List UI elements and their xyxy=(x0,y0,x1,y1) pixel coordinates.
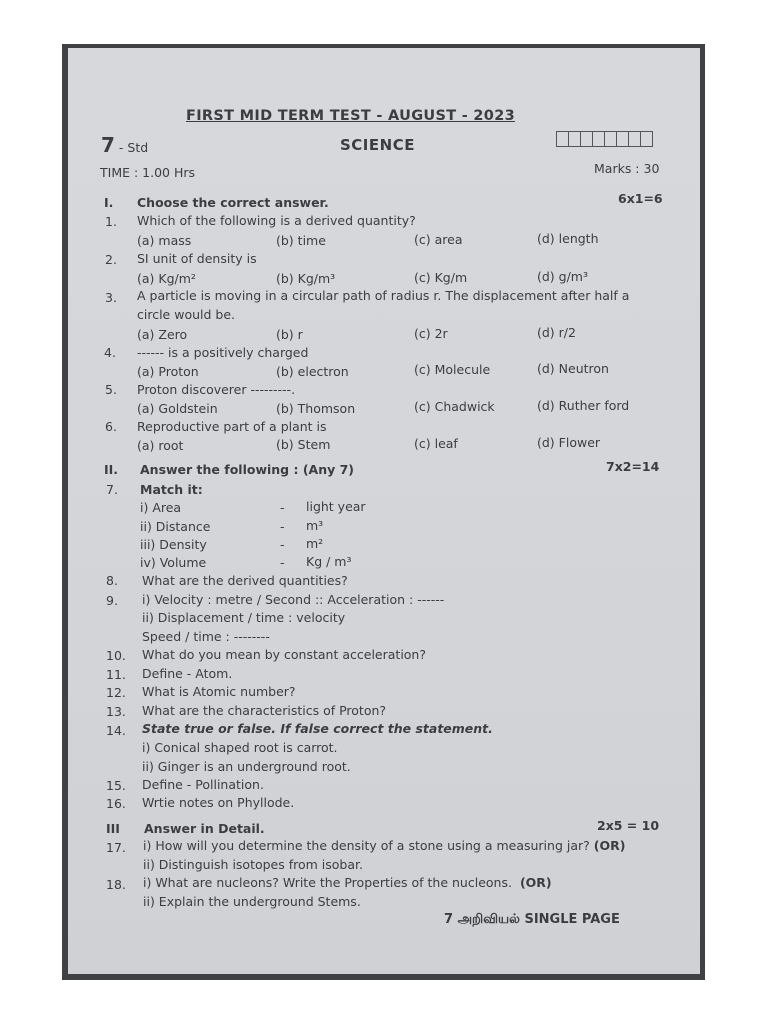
question-text: Reproductive part of a plant is xyxy=(137,419,327,434)
exam-title: FIRST MID TERM TEST - AUGUST - 2023 xyxy=(186,108,515,124)
question-line xyxy=(143,838,625,853)
section-number: II. xyxy=(104,462,119,477)
question-number: 3. xyxy=(105,290,117,305)
question-text: i) What are nucleons? Write the Properties of the nucleons. xyxy=(143,875,512,890)
section-number: I. xyxy=(104,195,114,210)
question-text: i) How will you determine the density of a stone using a measuring jar? xyxy=(143,838,590,853)
option: (b) time xyxy=(276,233,326,248)
question-line: Speed / time : -------- xyxy=(142,629,270,644)
question-text: Proton discoverer ---------. xyxy=(137,382,296,397)
option: (b) Thomson xyxy=(276,401,356,416)
match-dash: - xyxy=(280,500,285,515)
question-line: ii) Distinguish isotopes from isobar. xyxy=(143,857,363,872)
question-text: What are the derived quantities? xyxy=(142,573,348,588)
match-dash: - xyxy=(280,537,285,552)
question-text: ------ is a positively charged xyxy=(137,345,309,360)
option: (c) Kg/m xyxy=(414,270,468,285)
question-text: What do you mean by constant acceleration? xyxy=(142,647,426,662)
option: (a) Proton xyxy=(137,364,199,379)
register-number-boxes xyxy=(557,131,653,147)
question-text: Define - Atom. xyxy=(142,666,233,681)
marks-label: Marks : 30 xyxy=(594,161,660,176)
option: (d) Ruther ford xyxy=(537,398,630,413)
question-number: 4. xyxy=(104,345,116,360)
option: (a) Goldstein xyxy=(137,401,218,416)
match-left: i) Area xyxy=(140,500,182,515)
footer-label: 7 அறிவியல் SINGLE PAGE xyxy=(444,912,620,927)
question-number: 15. xyxy=(106,778,126,793)
question-number: 17. xyxy=(106,840,126,855)
or-label: (OR) xyxy=(519,875,552,890)
section-heading: Answer in Detail. xyxy=(144,821,265,836)
option: (c) leaf xyxy=(414,436,458,451)
question-text: State true or false. If false correct the statement. xyxy=(142,721,493,736)
match-right: m² xyxy=(306,536,324,551)
option: (b) Stem xyxy=(276,437,331,452)
question-line: ii) Ginger is an underground root. xyxy=(142,759,351,774)
question-line xyxy=(143,875,552,890)
question-text: What are the characteristics of Proton? xyxy=(142,703,387,718)
match-right: Kg / m³ xyxy=(306,554,352,569)
option: (b) electron xyxy=(276,364,349,379)
question-number: 16. xyxy=(106,796,126,811)
option: (a) root xyxy=(137,438,184,453)
question-number: 10. xyxy=(106,648,126,663)
question-number: 13. xyxy=(106,704,126,719)
std-label: - Std xyxy=(118,140,149,155)
option: (a) Zero xyxy=(137,327,188,342)
question-line: ii) Displacement / time : velocity xyxy=(142,610,346,625)
question-text: Which of the following is a derived quantity? xyxy=(137,213,416,228)
standard xyxy=(101,133,148,157)
option: (c) Molecule xyxy=(414,362,491,377)
match-right: m³ xyxy=(306,518,324,533)
question-text: Define - Pollination. xyxy=(142,777,264,792)
section-heading: Choose the correct answer. xyxy=(137,195,329,210)
match-dash: - xyxy=(280,519,285,534)
option: (c) Chadwick xyxy=(414,399,495,414)
question-number: 6. xyxy=(105,419,117,434)
match-left: ii) Distance xyxy=(140,519,211,534)
question-number: 5. xyxy=(105,382,117,397)
option: (b) Kg/m³ xyxy=(276,271,336,286)
option: (b) r xyxy=(276,327,303,342)
section-marks: 7x2=14 xyxy=(606,459,660,474)
question-number: 12. xyxy=(106,685,126,700)
match-right: light year xyxy=(306,499,366,514)
option: (c) 2r xyxy=(414,326,448,341)
subject-title: SCIENCE xyxy=(340,136,415,154)
std-number: 7 xyxy=(101,133,115,157)
question-text: Match it: xyxy=(140,482,203,497)
section-marks: 6x1=6 xyxy=(618,191,663,206)
question-text-continued: circle would be. xyxy=(137,307,235,322)
exam-paper xyxy=(68,48,700,974)
section-number: III xyxy=(106,821,120,836)
question-text: What is Atomic number? xyxy=(142,684,296,699)
option: (d) g/m³ xyxy=(537,269,588,284)
question-text: Wrtie notes on Phyllode. xyxy=(142,795,295,810)
option: (d) Neutron xyxy=(537,361,609,376)
match-dash: - xyxy=(280,555,285,570)
question-number: 11. xyxy=(106,667,126,682)
question-number: 18. xyxy=(106,877,126,892)
question-text: SI unit of density is xyxy=(137,251,257,266)
option: (a) mass xyxy=(137,233,192,248)
time-label: TIME : 1.00 Hrs xyxy=(100,165,196,180)
question-line: i) Velocity : metre / Second :: Acceleration : ------ xyxy=(142,592,445,607)
question-line: i) Conical shaped root is carrot. xyxy=(142,740,338,755)
option: (d) Flower xyxy=(537,435,601,450)
question-number: 14. xyxy=(106,723,126,738)
section-marks: 2x5 = 10 xyxy=(597,818,660,833)
option: (d) length xyxy=(537,231,599,246)
question-number: 1. xyxy=(105,214,117,229)
option: (c) area xyxy=(414,232,463,247)
question-line: ii) Explain the underground Stems. xyxy=(143,894,361,909)
option: (d) r/2 xyxy=(537,325,576,340)
option: (a) Kg/m² xyxy=(137,271,196,286)
question-number: 7. xyxy=(106,482,118,497)
match-left: iii) Density xyxy=(140,537,207,552)
question-text: A particle is moving in a circular path of radius r. The displacement after half a xyxy=(137,288,630,303)
question-number: 2. xyxy=(105,252,117,267)
section-heading: Answer the following : (Any 7) xyxy=(140,462,355,477)
or-label: (OR) xyxy=(593,838,626,853)
match-left: iv) Volume xyxy=(140,555,207,570)
question-number: 8. xyxy=(106,573,118,588)
question-number: 9. xyxy=(106,593,118,608)
